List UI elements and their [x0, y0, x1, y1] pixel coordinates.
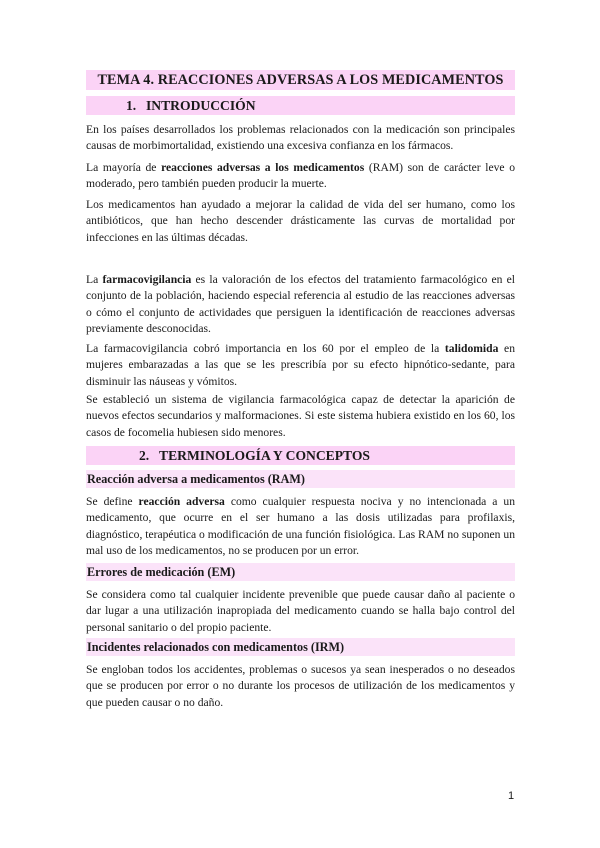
section-heading-introduccion — [86, 96, 515, 115]
subheading-ram-label: Reacción adversa a medicamentos (RAM) — [87, 472, 305, 486]
subheading-em-label: Errores de medicación (EM) — [87, 565, 236, 579]
subheading-irm-label: Incidentes relacionados con medicamentos (IRM) — [87, 640, 345, 654]
bold-term-talidomida: talidomida — [444, 342, 499, 355]
intro-paragraph-3: Los medicamentos han ayudado a mejorar la calidad de vida del ser humano, como los antibióticos, que han hecho descender drásticamente las curvas de mortalidad por infecciones en las últimas décadas. — [86, 198, 515, 244]
bold-term-ram: reacciones adversas a los medicamentos — [161, 161, 365, 174]
document-title-highlight — [86, 70, 515, 90]
ram-paragraph: Se define reacción adversa como cualquier respuesta nociva y no intencionada a un medicamento, que ocurre en el ser humano a las dosis utilizadas para profilaxis, diagnóstico, terapéutica o modificación de una función fisiológica. Las RAM no suponen un mal uso de los medicamentos, no se producen por un error. — [86, 495, 516, 557]
section-heading-terminologia — [86, 446, 515, 465]
section-title: TERMINOLOGÍA Y CONCEPTOS — [159, 448, 370, 463]
section-number: 1. — [126, 98, 137, 113]
section-number: 2. — [139, 448, 150, 463]
intro-paragraph-5: La farmacovigilancia cobró importancia en los 60 por el empleo de la talidomida en mujeres embarazadas a las que se les prescribía por su efecto hipnótico-sedante, para disminuir las náuseas y vómitos. — [86, 342, 515, 388]
page-number: 1 — [508, 790, 515, 802]
bold-term-reaccion-adversa: reacción adversa — [138, 495, 225, 508]
section-title: INTRODUCCIÓN — [146, 98, 256, 113]
intro-paragraph-6: Se estableció un sistema de vigilancia farmacológica capaz de detectar la aparición de nuevos efectos secundarios y malformaciones. Si este sistema hubiera existido en los 60, los casos de focomelia hubiesen sido menores. — [86, 393, 515, 439]
intro-paragraph-4: La farmacovigilancia es la valoración de los efectos del tratamiento farmacológico en el conjunto de la población, haciendo especial referencia al estudio de las reacciones adversas o cómo el conjunto de actividades que persiguen la identificación de reacciones adversas previamente desconocidas. — [86, 273, 515, 335]
intro-paragraph-2: La mayoría de reacciones adversas a los medicamentos (RAM) son de carácter leve o moderado, pero también pueden producir la muerte. — [86, 161, 515, 191]
subheading-irm — [86, 638, 515, 656]
document-title: TEMA 4. REACCIONES ADVERSAS A LOS MEDICAMENTOS — [97, 72, 504, 88]
bold-term-farmacovigilancia: farmacovigilancia — [102, 273, 192, 286]
irm-paragraph: Se engloban todos los accidentes, problemas o sucesos ya sean inesperados o no deseados que se producen por error o no durante los procesos de utilización de los medicamentos y que pueden causar o no daño. — [86, 663, 515, 709]
em-paragraph: Se considera como tal cualquier incidente prevenible que puede causar daño al paciente o dar lugar a una utilización inapropiada del medicamento cuando se halla bajo control del personal sanitario o del propio paciente. — [86, 588, 515, 634]
intro-paragraph-1: En los países desarrollados los problemas relacionados con la medicación son principales causas de morbimortalidad, existiendo una excesiva confianza en los fármacos. — [86, 123, 515, 153]
subheading-ram — [86, 470, 515, 488]
subheading-em — [86, 563, 515, 581]
